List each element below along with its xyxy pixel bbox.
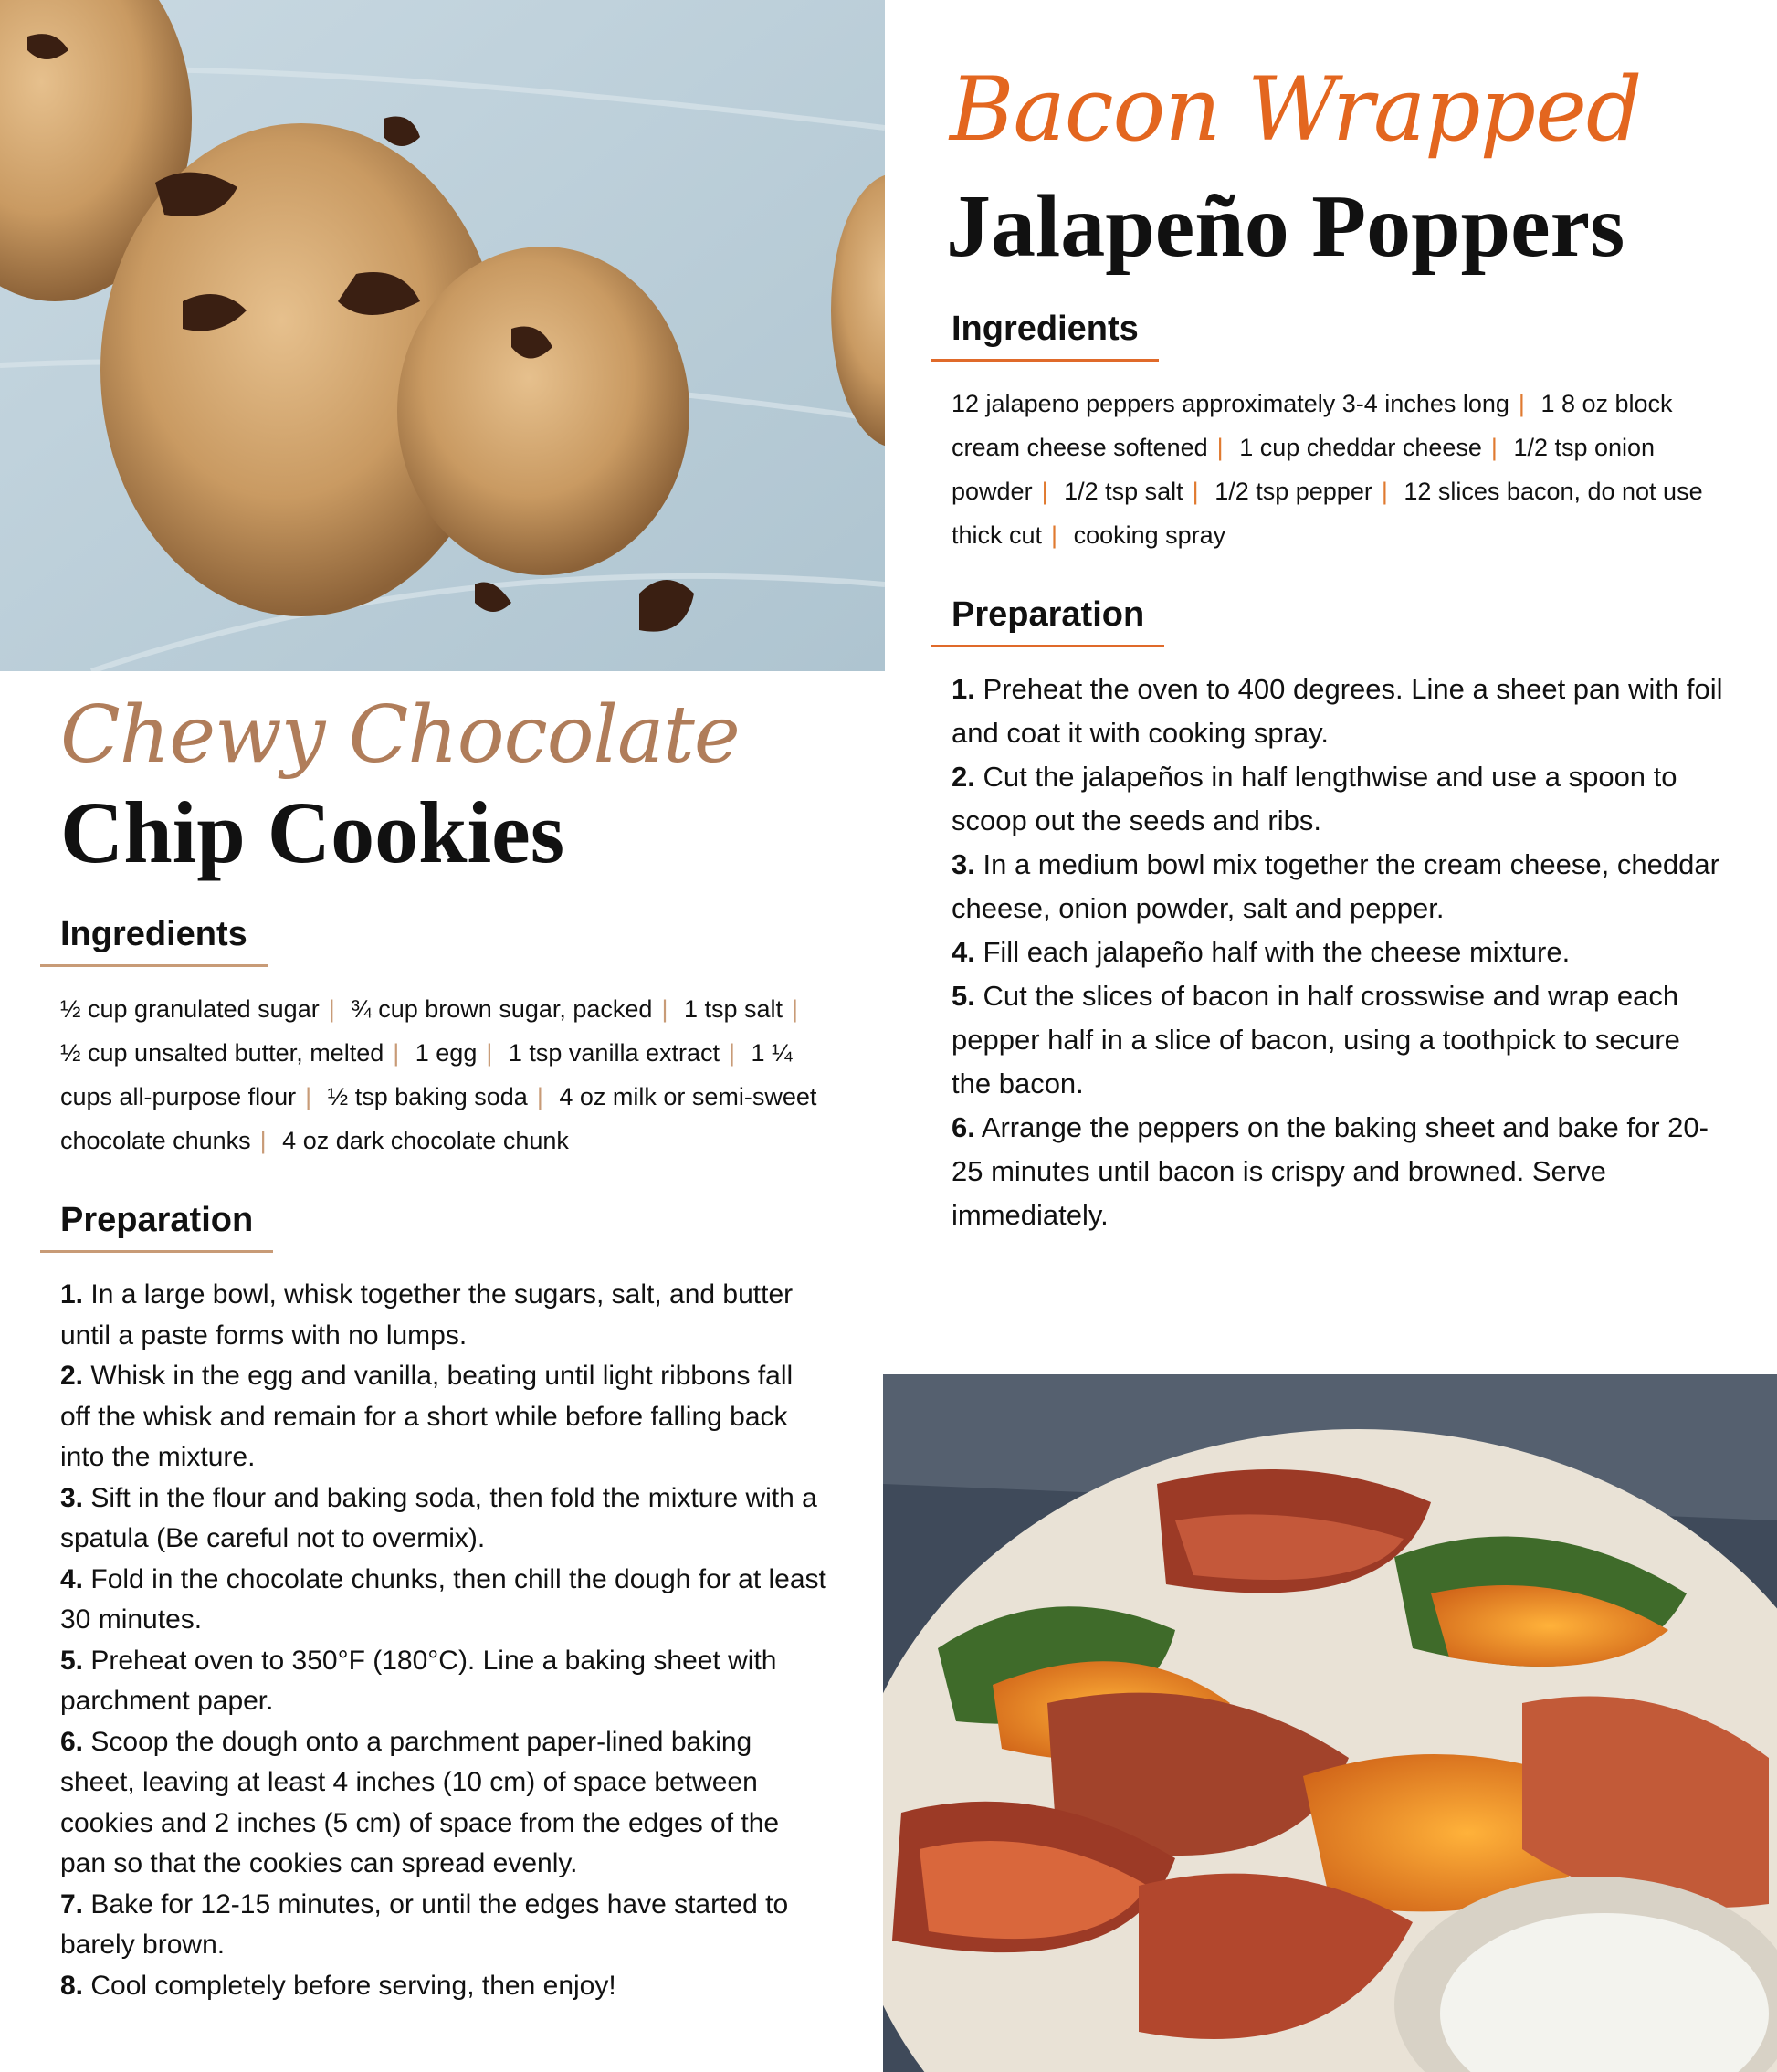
ingredient-item: 1 ¼ cups all-purpose flour — [60, 1039, 793, 1111]
ingredient-separator: | — [792, 995, 799, 1024]
step-item — [60, 1356, 827, 1478]
step-text: In a medium bowl mix together the cream cheese, cheddar cheese, onion powder, salt and pepper. — [952, 847, 1719, 924]
jalapeno-poppers-image — [883, 1374, 1777, 2072]
step-number: 2. — [952, 760, 975, 793]
ingredient-separator: | — [536, 1083, 543, 1111]
step-item — [60, 1275, 827, 1356]
cookie-script-title: Chewy Chocolate — [60, 689, 740, 781]
ingredient-separator: | — [661, 995, 668, 1024]
ingredient-separator: | — [728, 1039, 735, 1068]
step-item — [952, 974, 1726, 1106]
ingredient-separator: | — [1041, 477, 1048, 505]
ingredient-item: 1 cup cheddar cheese — [1239, 433, 1482, 461]
step-number: 3. — [952, 847, 975, 880]
step-text: Fold in the chocolate chunks, then chill the dough for at least 30 minutes. — [60, 1563, 826, 1636]
ingredient-item: 1/2 tsp pepper — [1214, 477, 1372, 505]
step-item — [60, 1641, 827, 1722]
step-number: 6. — [60, 1726, 84, 1757]
ingredient-separator: | — [259, 1127, 267, 1155]
cookie-main-title: Chip Cookies — [60, 784, 565, 882]
step-text: Fill each jalapeño half with the cheese mixture. — [983, 935, 1571, 968]
step-number: 7. — [60, 1888, 84, 1919]
step-text: In a large bowl, whisk together the sugars, salt, and butter until a paste forms with no lumps. — [60, 1279, 794, 1351]
step-number: 4. — [952, 935, 975, 968]
step-item — [60, 1966, 827, 2007]
step-text: Preheat oven to 350°F (180°C). Line a baking sheet with parchment paper. — [60, 1645, 777, 1717]
cookie-recipe — [60, 689, 827, 2006]
ingredient-item: 12 slices bacon, do not use thick cut — [952, 477, 1703, 549]
ingredient-separator: | — [328, 995, 335, 1024]
popper-ingredients-list — [952, 382, 1726, 557]
step-item — [952, 843, 1726, 931]
ingredient-separator: | — [393, 1039, 400, 1068]
step-item — [952, 668, 1726, 755]
popper-steps — [952, 668, 1726, 1237]
step-text: Bake for 12-15 minutes, or until the edges have started to barely brown. — [60, 1888, 789, 1961]
step-number: 3. — [60, 1482, 84, 1513]
ingredient-item: ½ tsp baking soda — [327, 1083, 528, 1111]
ingredient-item: 1/2 tsp onion powder — [952, 433, 1656, 505]
step-text: Whisk in the egg and vanilla, beating until light ribbons fall off the whisk and remain for a short while before falling back into the mixture. — [60, 1361, 794, 1473]
ingredient-separator: | — [486, 1039, 493, 1068]
step-text: Cool completely before serving, then enjoy! — [90, 1970, 616, 2001]
step-text: Cut the jalapeños in half lengthwise and use a spoon to scoop out the seeds and ribs. — [952, 760, 1677, 836]
step-item — [60, 1478, 827, 1560]
cookie-photo — [0, 0, 885, 671]
cookie-ingredients-list — [60, 987, 827, 1162]
ingredient-item: 4 oz dark chocolate chunk — [282, 1127, 569, 1155]
chocolate-chip-cookies-image — [0, 0, 885, 671]
step-text: Arrange the peppers on the baking sheet and bake for 20-25 minutes until bacon is crispy and browned. Serve immediately. — [952, 1110, 1709, 1231]
step-number: 5. — [952, 979, 975, 1012]
step-text: Sift in the flour and baking soda, then fold the mixture with a spatula (Be careful not to overmix). — [60, 1482, 817, 1554]
ingredient-item: 1 tsp vanilla extract — [508, 1039, 720, 1068]
ingredient-item: 4 oz milk or semi-sweet chocolate chunks — [60, 1083, 817, 1155]
ingredient-item: 12 jalapeno peppers approximately 3-4 inches long — [952, 389, 1509, 417]
ingredient-item: ½ cup unsalted butter, melted — [60, 1039, 384, 1068]
step-text: Scoop the dough onto a parchment paper-lined baking sheet, leaving at least 4 inches (10 cm) of space between cookies and 2 inches (5 cm) of space from the edges of the pan so that the cookies can spread evenly. — [60, 1726, 780, 1879]
ingredient-item: cooking spray — [1073, 521, 1226, 549]
popper-script-title: Bacon Wrapped — [950, 58, 1642, 161]
ingredient-separator: | — [1381, 477, 1388, 505]
ingredient-separator: | — [1051, 521, 1058, 549]
ingredient-item: 1/2 tsp salt — [1064, 477, 1183, 505]
cookie-preparation-heading: Preparation — [60, 1201, 253, 1253]
popper-main-title: Jalapeño Poppers — [946, 176, 1625, 276]
step-item — [60, 1560, 827, 1641]
ingredient-separator: | — [305, 1083, 312, 1111]
cookie-ingredients-heading: Ingredients — [60, 915, 247, 967]
ingredient-separator: | — [1192, 477, 1199, 505]
step-item — [952, 931, 1726, 974]
popper-recipe — [931, 58, 1726, 1237]
ingredient-item: 1 egg — [415, 1039, 478, 1068]
step-item — [60, 1722, 827, 1885]
step-item — [60, 1885, 827, 1966]
step-number: 1. — [60, 1279, 84, 1310]
ingredient-separator: | — [1490, 433, 1498, 461]
step-text: Cut the slices of bacon in half crosswise and wrap each pepper half in a slice of bacon, using a toothpick to secure the bacon. — [952, 979, 1680, 1099]
step-number: 4. — [60, 1563, 84, 1594]
step-text: Preheat the oven to 400 degrees. Line a sheet pan with foil and coat it with cooking spray. — [952, 672, 1723, 749]
ingredient-separator: | — [1518, 389, 1525, 417]
step-number: 1. — [952, 672, 975, 705]
cookie-steps — [60, 1275, 827, 2006]
step-number: 8. — [60, 1970, 84, 2001]
step-number: 6. — [952, 1110, 975, 1143]
ingredient-separator: | — [1216, 433, 1224, 461]
step-number: 2. — [60, 1361, 84, 1392]
ingredient-item: 1 8 oz block cream cheese softened — [952, 389, 1673, 461]
ingredient-item: ¾ cup brown sugar, packed — [351, 995, 653, 1024]
popper-ingredients-heading: Ingredients — [952, 310, 1139, 362]
popper-photo — [883, 1374, 1777, 2072]
step-number: 5. — [60, 1645, 84, 1676]
ingredient-item: 1 tsp salt — [683, 995, 783, 1024]
popper-preparation-heading: Preparation — [952, 595, 1144, 647]
ingredient-item: ½ cup granulated sugar — [60, 995, 320, 1024]
step-item — [952, 1106, 1726, 1237]
step-item — [952, 755, 1726, 843]
